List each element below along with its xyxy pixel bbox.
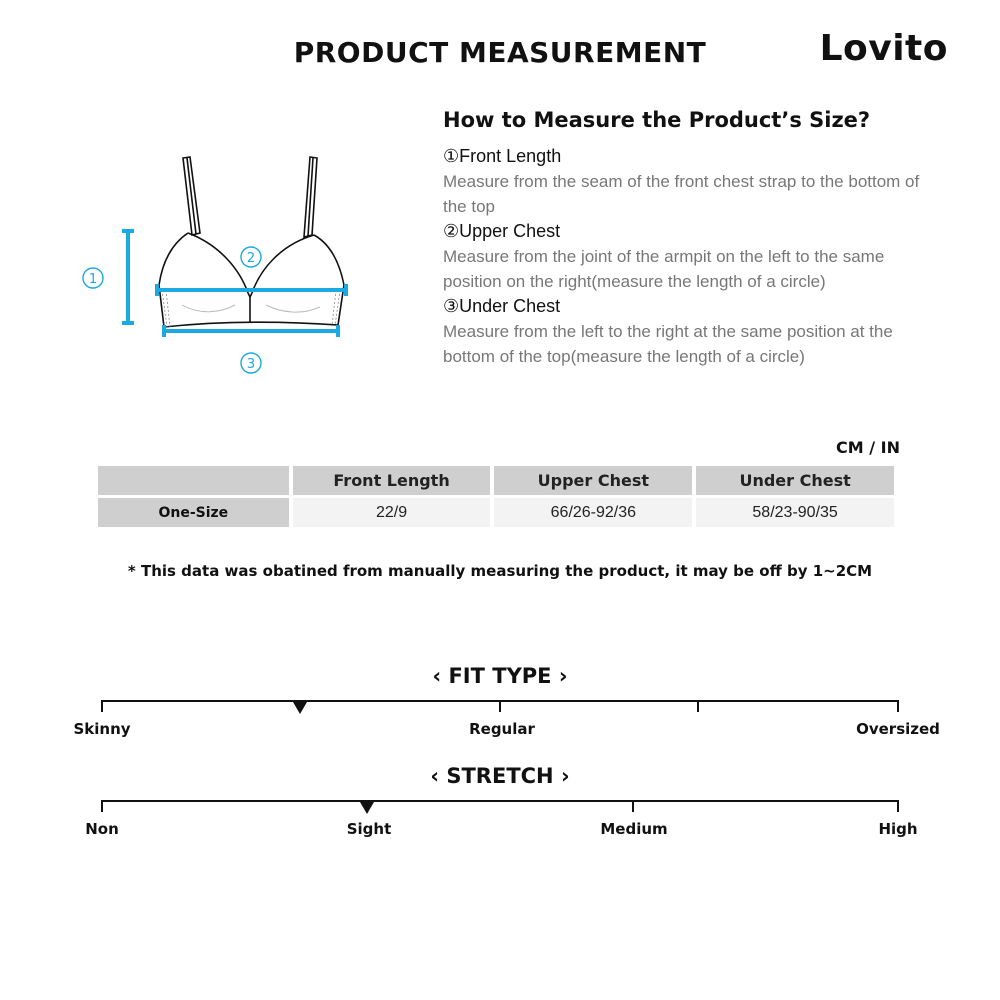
units-label: CM / IN	[836, 438, 900, 457]
brand-logo: Lovito	[819, 28, 948, 69]
fit-type-marker-icon	[293, 702, 307, 714]
stretch-label-sight: Sight	[346, 820, 392, 838]
marker-3-label: 3	[246, 357, 256, 372]
stretch-label-non: Non	[85, 820, 119, 838]
stretch-tick	[101, 800, 103, 812]
under-chest-title: ③Under Chest	[443, 296, 561, 316]
fit-type-label-regular: Regular	[469, 720, 535, 738]
disclaimer-note: * This data was obatined from manually measuring the product, it may be off by 1~2CM	[127, 562, 873, 580]
under-chest-desc: Measure from the left to the right at the same position at the bottom of the top(measure the length of a circle)	[443, 322, 893, 366]
fit-type-tick	[499, 700, 501, 712]
marker-1-label: 1	[88, 272, 98, 287]
stretch-label-high: High	[878, 820, 918, 838]
fit-type-tick	[101, 700, 103, 712]
front-length-desc: Measure from the seam of the front chest strap to the bottom of the top	[443, 172, 920, 216]
upper-chest-value: 66/26-92/36	[494, 498, 692, 527]
under-chest-value: 58/23-90/35	[696, 498, 894, 527]
page-title: PRODUCT MEASUREMENT	[293, 36, 707, 69]
size-table	[94, 463, 898, 530]
table-header-empty	[98, 466, 289, 495]
table-header-upper-chest: Upper Chest	[494, 466, 692, 495]
measurement-instructions	[443, 108, 943, 369]
upper-chest-desc: Measure from the joint of the armpit on the left to the same position on the right(measure the length of a circle)	[443, 247, 885, 291]
stretch-scale-line	[102, 800, 899, 802]
table-header-row	[98, 466, 894, 495]
table-header-front-length: Front Length	[293, 466, 491, 495]
fit-type-label-oversized: Oversized	[856, 720, 940, 738]
marker-2-label: 2	[246, 251, 256, 266]
stretch-tick	[632, 800, 634, 812]
stretch-marker-icon	[360, 802, 374, 814]
fit-type-title: ‹ FIT TYPE ›	[432, 664, 568, 688]
stretch-tick	[897, 800, 899, 812]
front-length-value: 22/9	[293, 498, 491, 527]
stretch-label-medium: Medium	[600, 820, 668, 838]
size-label: One-Size	[98, 498, 289, 527]
stretch-title: ‹ STRETCH ›	[430, 764, 570, 788]
fit-type-tick	[897, 700, 899, 712]
instructions-heading: How to Measure the Product’s Size?	[443, 108, 871, 132]
front-length-title: ①Front Length	[443, 146, 562, 166]
table-header-under-chest: Under Chest	[696, 466, 894, 495]
upper-chest-title: ②Upper Chest	[443, 221, 561, 241]
bra-illustration-icon	[70, 145, 370, 385]
fit-type-tick	[697, 700, 699, 712]
garment-diagram	[70, 145, 370, 385]
fit-type-label-skinny: Skinny	[73, 720, 131, 738]
table-row	[98, 498, 894, 527]
